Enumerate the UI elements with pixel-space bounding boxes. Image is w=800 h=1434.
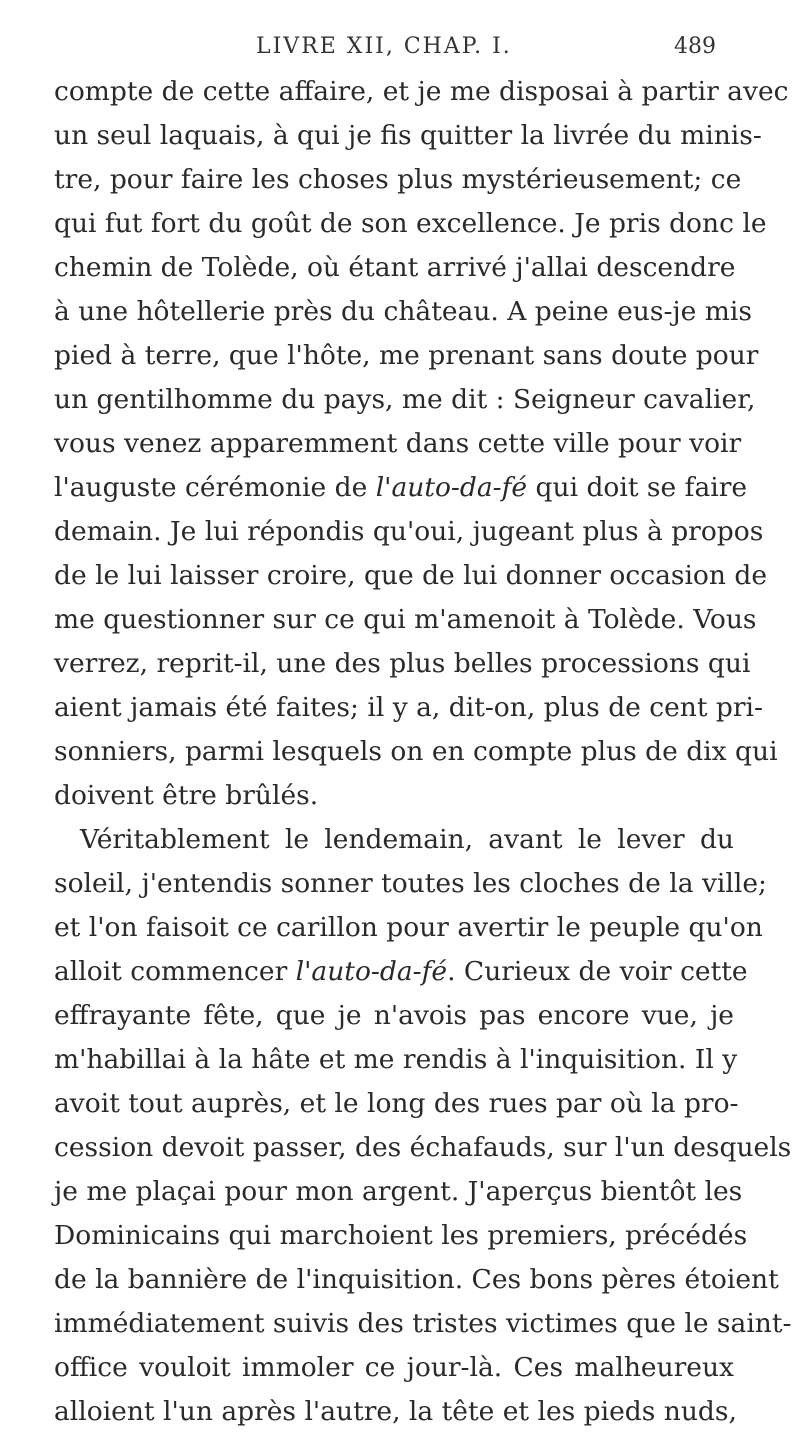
text-line: Dominicains qui marchoient les premiers, précédés xyxy=(54,1220,748,1251)
text-line: et l'on faisoit ce carillon pour avertir le peuple qu'on xyxy=(54,912,763,943)
text-line: pied à terre, que l'hôte, me prenant sans doute pour xyxy=(54,340,759,371)
text-line: tre, pour faire les choses plus mystérieusement; ce xyxy=(54,164,742,195)
running-title: LIVRE XII, CHAP. I. xyxy=(256,34,512,59)
text-line: de le lui laisser croire, que de lui donner occasion de xyxy=(54,560,768,591)
text-line: office vouloit immoler ce jour-là. Ces malheureux xyxy=(54,1352,734,1383)
text-line: me questionner sur ce qui m'amenoit à Tolède. Vous xyxy=(54,604,757,635)
text-segment: . Curieux de voir cette xyxy=(447,956,748,987)
text-line xyxy=(54,950,748,994)
text-line: Véritablement le lendemain, avant le lever du xyxy=(80,824,734,855)
text-line: vous venez apparemment dans cette ville pour voir xyxy=(54,428,742,459)
text-line: soleil, j'entendis sonner toutes les cloches de la ville; xyxy=(54,868,767,899)
text-line: alloient l'un après l'autre, la tête et les pieds nuds, xyxy=(54,1396,737,1427)
text-line: compte de cette affaire, et je me disposai à partir avec xyxy=(54,76,789,107)
text-segment: qui doit se faire xyxy=(527,472,748,503)
text-segment: l'auguste cérémonie de xyxy=(54,472,376,503)
text-line: je me plaçai pour mon argent. J'aperçus bientôt les xyxy=(54,1176,743,1207)
text-line: m'habillai à la hâte et me rendis à l'inquisition. Il y xyxy=(54,1044,738,1075)
text-line: avoit tout auprès, et le long des rues par où la pro- xyxy=(54,1088,739,1119)
body-text xyxy=(54,70,792,1434)
text-line: chemin de Tolède, où étant arrivé j'allai descendre xyxy=(54,252,736,283)
running-head xyxy=(256,34,716,64)
italic-term: l'auto-da-fé xyxy=(295,956,448,987)
page-number: 489 xyxy=(674,34,716,59)
text-line xyxy=(54,466,748,510)
text-line: de la bannière de l'inquisition. Ces bons pères étoient xyxy=(54,1264,779,1295)
text-line: verrez, reprit-il, une des plus belles processions qui xyxy=(54,648,751,679)
text-line: cession devoit passer, des échafauds, sur l'un desquels xyxy=(54,1132,792,1163)
text-line: sonniers, parmi lesquels on en compte plus de dix qui xyxy=(54,736,778,767)
text-line: qui fut fort du goût de son excellence. Je pris donc le xyxy=(54,208,767,239)
text-line: doivent être brûlés. xyxy=(54,780,319,811)
text-line: à une hôtellerie près du château. A peine eus-je mis xyxy=(54,296,752,327)
italic-term: l'auto-da-fé xyxy=(375,472,528,503)
text-line: aient jamais été faites; il y a, dit-on, plus de cent pri- xyxy=(54,692,763,723)
text-line: un seul laquais, à qui je fis quitter la livrée du minis- xyxy=(54,120,762,151)
text-line: immédiatement suivis des tristes victimes que le saint- xyxy=(54,1308,792,1339)
text-line: effrayante fête, que je n'avois pas encore vue, je xyxy=(54,1000,734,1031)
text-line: un gentilhomme du pays, me dit : Seigneur cavalier, xyxy=(54,384,756,415)
text-segment: alloit commencer xyxy=(54,956,296,987)
text-line: demain. Je lui répondis qu'oui, jugeant plus à propos xyxy=(54,516,764,547)
